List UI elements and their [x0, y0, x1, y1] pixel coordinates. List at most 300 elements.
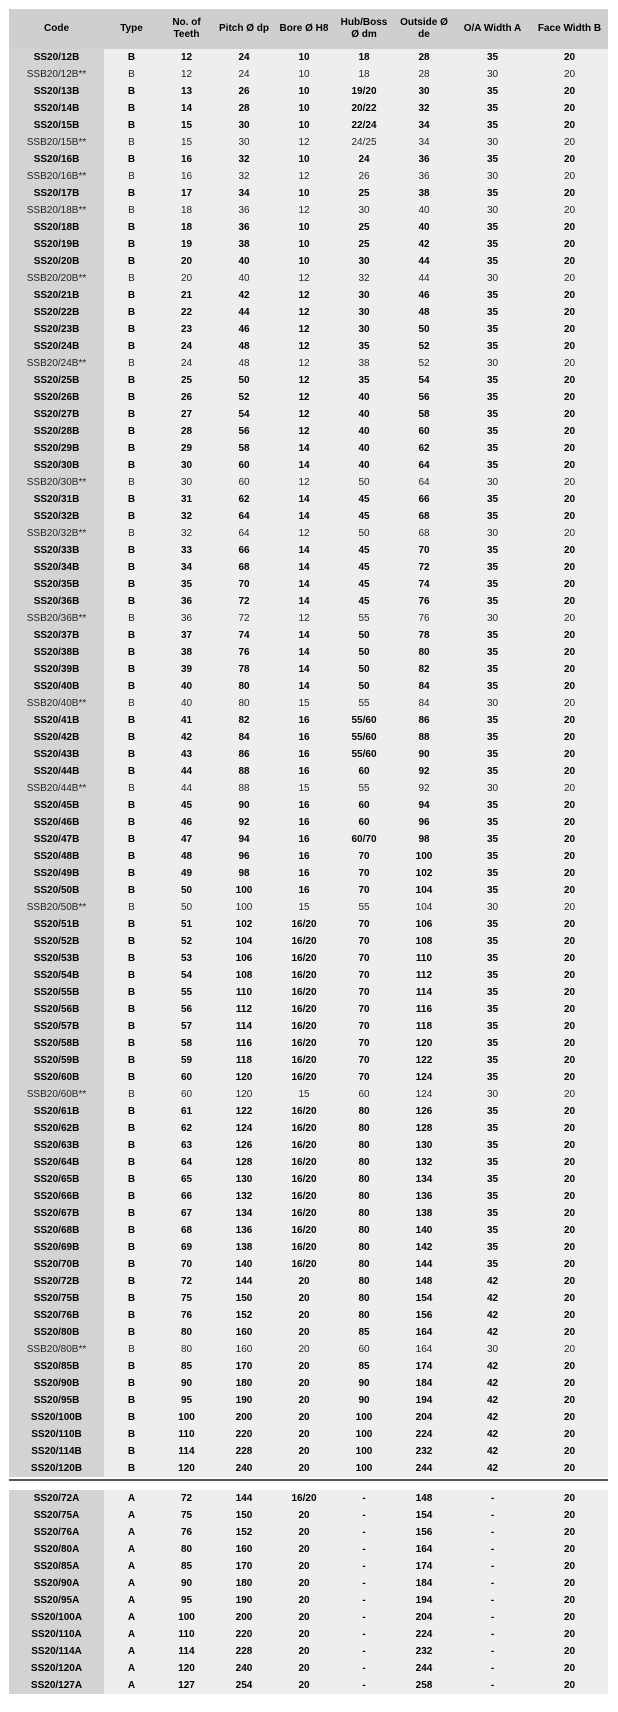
cell-teeth: 95	[159, 1592, 214, 1609]
cell-outside: 38	[394, 185, 454, 202]
table-row	[9, 984, 608, 1001]
table-row	[9, 1086, 608, 1103]
cell-type: B	[104, 491, 159, 508]
cell-outside: 224	[394, 1626, 454, 1643]
cell-pitch: 122	[214, 1103, 274, 1120]
cell-type: B	[104, 1222, 159, 1239]
cell-bore: 12	[274, 423, 334, 440]
cell-hub: 80	[334, 1290, 394, 1307]
cell-pitch: 112	[214, 1001, 274, 1018]
table-row	[9, 1592, 608, 1609]
cell-outside: 76	[394, 610, 454, 627]
cell-code: SS20/58B	[9, 1035, 104, 1052]
cell-type: B	[104, 457, 159, 474]
cell-teeth: 75	[159, 1507, 214, 1524]
cell-outside: 104	[394, 899, 454, 916]
cell-type: B	[104, 610, 159, 627]
cell-pitch: 66	[214, 542, 274, 559]
cell-outside: 66	[394, 491, 454, 508]
cell-face: 20	[531, 151, 608, 168]
cell-outside: 102	[394, 865, 454, 882]
cell-oa: -	[454, 1677, 531, 1694]
cell-oa: 35	[454, 304, 531, 321]
cell-teeth: 76	[159, 1307, 214, 1324]
cell-bore: 16/20	[274, 1052, 334, 1069]
cell-bore: 16/20	[274, 1205, 334, 1222]
cell-outside: 122	[394, 1052, 454, 1069]
cell-teeth: 22	[159, 304, 214, 321]
cell-outside: 224	[394, 1426, 454, 1443]
cell-face: 20	[531, 1443, 608, 1460]
cell-teeth: 65	[159, 1171, 214, 1188]
cell-hub: 40	[334, 457, 394, 474]
cell-hub: 55/60	[334, 729, 394, 746]
cell-oa: 35	[454, 287, 531, 304]
cell-outside: 30	[394, 83, 454, 100]
cell-face: 20	[531, 117, 608, 134]
cell-face: 20	[531, 1205, 608, 1222]
cell-code: SS20/37B	[9, 627, 104, 644]
cell-oa: 35	[454, 1018, 531, 1035]
cell-hub: 80	[334, 1273, 394, 1290]
cell-outside: 204	[394, 1609, 454, 1626]
table-row	[9, 1524, 608, 1541]
cell-hub: 50	[334, 627, 394, 644]
cell-pitch: 228	[214, 1443, 274, 1460]
cell-pitch: 120	[214, 1069, 274, 1086]
cell-code: SS20/114A	[9, 1643, 104, 1660]
cell-hub: 45	[334, 576, 394, 593]
cell-pitch: 132	[214, 1188, 274, 1205]
cell-face: 20	[531, 1575, 608, 1592]
cell-outside: 56	[394, 389, 454, 406]
cell-teeth: 85	[159, 1358, 214, 1375]
table-row	[9, 1490, 608, 1507]
cell-oa: 35	[454, 117, 531, 134]
table-row	[9, 287, 608, 304]
cell-type: B	[104, 1052, 159, 1069]
table-row	[9, 270, 608, 287]
cell-type: B	[104, 559, 159, 576]
cell-code: SS20/120B	[9, 1460, 104, 1477]
cell-code: SS20/62B	[9, 1120, 104, 1137]
cell-face: 20	[531, 406, 608, 423]
cell-type: B	[104, 933, 159, 950]
cell-face: 20	[531, 1541, 608, 1558]
cell-face: 20	[531, 491, 608, 508]
cell-hub: 80	[334, 1307, 394, 1324]
cell-code: SS20/72B	[9, 1273, 104, 1290]
cell-teeth: 46	[159, 814, 214, 831]
table-row	[9, 780, 608, 797]
cell-type: A	[104, 1490, 159, 1507]
cell-type: B	[104, 848, 159, 865]
cell-outside: 76	[394, 593, 454, 610]
cell-oa: 35	[454, 797, 531, 814]
cell-bore: 12	[274, 406, 334, 423]
cell-code: SS20/59B	[9, 1052, 104, 1069]
cell-hub: 70	[334, 950, 394, 967]
cell-type: B	[104, 219, 159, 236]
cell-outside: 60	[394, 423, 454, 440]
cell-pitch: 128	[214, 1154, 274, 1171]
cell-code: SS20/57B	[9, 1018, 104, 1035]
cell-bore: 16/20	[274, 916, 334, 933]
cell-face: 20	[531, 763, 608, 780]
cell-oa: 30	[454, 474, 531, 491]
cell-outside: 46	[394, 287, 454, 304]
cell-teeth: 16	[159, 151, 214, 168]
cell-outside: 86	[394, 712, 454, 729]
cell-bore: 14	[274, 576, 334, 593]
cell-face: 20	[531, 372, 608, 389]
cell-outside: 124	[394, 1069, 454, 1086]
cell-face: 20	[531, 1290, 608, 1307]
cell-hub: 60	[334, 763, 394, 780]
cell-oa: 30	[454, 1086, 531, 1103]
cell-pitch: 48	[214, 355, 274, 372]
cell-code: SS20/54B	[9, 967, 104, 984]
table-row	[9, 1052, 608, 1069]
cell-oa: 42	[454, 1460, 531, 1477]
cell-hub: -	[334, 1575, 394, 1592]
cell-hub: 70	[334, 1069, 394, 1086]
cell-type: B	[104, 1324, 159, 1341]
table-row	[9, 1018, 608, 1035]
cell-oa: 30	[454, 525, 531, 542]
cell-hub: 80	[334, 1205, 394, 1222]
cell-outside: 94	[394, 797, 454, 814]
table-row	[9, 1375, 608, 1392]
cell-face: 20	[531, 746, 608, 763]
cell-bore: 20	[274, 1575, 334, 1592]
cell-oa: -	[454, 1490, 531, 1507]
cell-hub: 60	[334, 797, 394, 814]
cell-pitch: 88	[214, 780, 274, 797]
cell-hub: 25	[334, 236, 394, 253]
cell-teeth: 47	[159, 831, 214, 848]
cell-bore: 10	[274, 219, 334, 236]
table-row	[9, 542, 608, 559]
cell-oa: 35	[454, 746, 531, 763]
cell-type: B	[104, 1307, 159, 1324]
cell-teeth: 20	[159, 253, 214, 270]
cell-face: 20	[531, 1171, 608, 1188]
cell-teeth: 80	[159, 1341, 214, 1358]
table-row	[9, 338, 608, 355]
cell-pitch: 180	[214, 1575, 274, 1592]
cell-face: 20	[531, 1609, 608, 1626]
cell-hub: 32	[334, 270, 394, 287]
cell-hub: 70	[334, 865, 394, 882]
cell-face: 20	[531, 695, 608, 712]
cell-outside: 112	[394, 967, 454, 984]
cell-outside: 44	[394, 270, 454, 287]
cell-hub: 30	[334, 287, 394, 304]
cell-code: SS20/65B	[9, 1171, 104, 1188]
table-row	[9, 1069, 608, 1086]
cell-bore: 14	[274, 491, 334, 508]
cell-face: 20	[531, 1188, 608, 1205]
cell-hub: 55	[334, 695, 394, 712]
cell-type: A	[104, 1592, 159, 1609]
cell-face: 20	[531, 1052, 608, 1069]
cell-face: 20	[531, 678, 608, 695]
cell-oa: 42	[454, 1290, 531, 1307]
table-row	[9, 151, 608, 168]
cell-outside: 138	[394, 1205, 454, 1222]
cell-code: SS20/80A	[9, 1541, 104, 1558]
cell-code: SS20/25B	[9, 372, 104, 389]
cell-face: 20	[531, 1137, 608, 1154]
cell-pitch: 76	[214, 644, 274, 661]
cell-pitch: 30	[214, 134, 274, 151]
cell-oa: 35	[454, 678, 531, 695]
cell-oa: 35	[454, 814, 531, 831]
cell-hub: -	[334, 1626, 394, 1643]
cell-bore: 16/20	[274, 1171, 334, 1188]
cell-pitch: 36	[214, 219, 274, 236]
cell-code: SSB20/24B**	[9, 355, 104, 372]
cell-teeth: 59	[159, 1052, 214, 1069]
cell-teeth: 90	[159, 1575, 214, 1592]
cell-teeth: 80	[159, 1541, 214, 1558]
cell-code: SS20/67B	[9, 1205, 104, 1222]
table-row	[9, 491, 608, 508]
table-row	[9, 1609, 608, 1626]
cell-outside: 258	[394, 1677, 454, 1694]
cell-code: SS20/40B	[9, 678, 104, 695]
cell-hub: -	[334, 1660, 394, 1677]
table-row	[9, 1643, 608, 1660]
cell-pitch: 96	[214, 848, 274, 865]
cell-bore: 12	[274, 304, 334, 321]
cell-code: SS20/95A	[9, 1592, 104, 1609]
cell-bore: 12	[274, 321, 334, 338]
cell-code: SS20/42B	[9, 729, 104, 746]
table-row	[9, 474, 608, 491]
cell-outside: 108	[394, 933, 454, 950]
cell-hub: 25	[334, 185, 394, 202]
cell-oa: 30	[454, 168, 531, 185]
cell-oa: 35	[454, 185, 531, 202]
cell-oa: 35	[454, 440, 531, 457]
cell-bore: 12	[274, 474, 334, 491]
cell-bore: 20	[274, 1558, 334, 1575]
cell-code: SS20/46B	[9, 814, 104, 831]
cell-outside: 164	[394, 1541, 454, 1558]
cell-outside: 126	[394, 1103, 454, 1120]
cell-teeth: 55	[159, 984, 214, 1001]
cell-bore: 15	[274, 780, 334, 797]
cell-code: SS20/85B	[9, 1358, 104, 1375]
cell-face: 20	[531, 712, 608, 729]
cell-teeth: 54	[159, 967, 214, 984]
cell-hub: 70	[334, 984, 394, 1001]
cell-code: SS20/114B	[9, 1443, 104, 1460]
table-row	[9, 627, 608, 644]
cell-outside: 142	[394, 1239, 454, 1256]
cell-bore: 14	[274, 593, 334, 610]
cell-bore: 15	[274, 695, 334, 712]
cell-type: B	[104, 49, 159, 66]
cell-bore: 12	[274, 270, 334, 287]
cell-bore: 20	[274, 1541, 334, 1558]
cell-outside: 144	[394, 1256, 454, 1273]
table-row	[9, 100, 608, 117]
cell-bore: 14	[274, 559, 334, 576]
cell-type: B	[104, 763, 159, 780]
cell-pitch: 58	[214, 440, 274, 457]
cell-type: B	[104, 151, 159, 168]
cell-bore: 10	[274, 66, 334, 83]
cell-face: 20	[531, 253, 608, 270]
table-row	[9, 1443, 608, 1460]
cell-code: SSB20/50B**	[9, 899, 104, 916]
cell-oa: 35	[454, 1222, 531, 1239]
cell-bore: 16	[274, 814, 334, 831]
cell-code: SS20/53B	[9, 950, 104, 967]
cell-outside: 64	[394, 474, 454, 491]
cell-pitch: 136	[214, 1222, 274, 1239]
cell-oa: -	[454, 1660, 531, 1677]
cell-bore: 20	[274, 1592, 334, 1609]
cell-hub: 80	[334, 1222, 394, 1239]
cell-bore: 20	[274, 1375, 334, 1392]
cell-bore: 10	[274, 100, 334, 117]
cell-type: B	[104, 474, 159, 491]
table-row	[9, 678, 608, 695]
cell-code: SS20/20B	[9, 253, 104, 270]
cell-oa: 35	[454, 916, 531, 933]
cell-bore: 20	[274, 1392, 334, 1409]
cell-outside: 82	[394, 661, 454, 678]
cell-oa: 35	[454, 933, 531, 950]
cell-hub: 40	[334, 406, 394, 423]
cell-pitch: 152	[214, 1524, 274, 1541]
cell-code: SS20/80B	[9, 1324, 104, 1341]
cell-type: B	[104, 1256, 159, 1273]
cell-outside: 72	[394, 559, 454, 576]
cell-face: 20	[531, 321, 608, 338]
table-row	[9, 49, 608, 66]
cell-pitch: 134	[214, 1205, 274, 1222]
cell-type: B	[104, 950, 159, 967]
cell-outside: 44	[394, 253, 454, 270]
cell-type: B	[104, 117, 159, 134]
cell-outside: 114	[394, 984, 454, 1001]
cell-code: SS20/72A	[9, 1490, 104, 1507]
cell-teeth: 58	[159, 1035, 214, 1052]
cell-bore: 16	[274, 729, 334, 746]
cell-pitch: 68	[214, 559, 274, 576]
cell-bore: 20	[274, 1524, 334, 1541]
cell-pitch: 52	[214, 389, 274, 406]
cell-teeth: 100	[159, 1609, 214, 1626]
cell-pitch: 98	[214, 865, 274, 882]
cell-oa: 35	[454, 542, 531, 559]
cell-type: B	[104, 1171, 159, 1188]
cell-oa: 35	[454, 151, 531, 168]
table-row	[9, 1001, 608, 1018]
cell-bore: 16/20	[274, 1256, 334, 1273]
table-row	[9, 117, 608, 134]
cell-hub: 80	[334, 1137, 394, 1154]
cell-oa: 35	[454, 457, 531, 474]
cell-teeth: 14	[159, 100, 214, 117]
cell-pitch: 24	[214, 49, 274, 66]
cell-bore: 12	[274, 287, 334, 304]
cell-teeth: 60	[159, 1086, 214, 1103]
cell-teeth: 70	[159, 1256, 214, 1273]
cell-pitch: 40	[214, 253, 274, 270]
table-row	[9, 236, 608, 253]
cell-oa: 35	[454, 49, 531, 66]
cell-face: 20	[531, 865, 608, 882]
cell-pitch: 114	[214, 1018, 274, 1035]
cell-face: 20	[531, 508, 608, 525]
cell-teeth: 110	[159, 1426, 214, 1443]
table-row	[9, 559, 608, 576]
cell-type: A	[104, 1677, 159, 1694]
cell-bore: 16/20	[274, 1154, 334, 1171]
header-teeth: No. of Teeth	[159, 9, 214, 49]
cell-hub: -	[334, 1541, 394, 1558]
cell-outside: 154	[394, 1290, 454, 1307]
cell-oa: 35	[454, 1069, 531, 1086]
cell-face: 20	[531, 1256, 608, 1273]
cell-outside: 110	[394, 950, 454, 967]
cell-hub: 90	[334, 1375, 394, 1392]
cell-hub: 100	[334, 1409, 394, 1426]
table-row	[9, 1324, 608, 1341]
table-row	[9, 66, 608, 83]
cell-face: 20	[531, 287, 608, 304]
cell-type: B	[104, 1460, 159, 1477]
cell-face: 20	[531, 66, 608, 83]
cell-outside: 232	[394, 1443, 454, 1460]
cell-face: 20	[531, 729, 608, 746]
table-row	[9, 253, 608, 270]
cell-outside: 164	[394, 1341, 454, 1358]
cell-outside: 80	[394, 644, 454, 661]
cell-pitch: 84	[214, 729, 274, 746]
cell-bore: 16	[274, 763, 334, 780]
cell-hub: 45	[334, 491, 394, 508]
cell-code: SS20/47B	[9, 831, 104, 848]
cell-bore: 16/20	[274, 1001, 334, 1018]
cell-outside: 118	[394, 1018, 454, 1035]
cell-oa: 30	[454, 66, 531, 83]
cell-type: B	[104, 916, 159, 933]
cell-hub: 55/60	[334, 746, 394, 763]
cell-type: B	[104, 134, 159, 151]
cell-type: B	[104, 253, 159, 270]
cell-code: SS20/44B	[9, 763, 104, 780]
table-row	[9, 848, 608, 865]
table-row	[9, 525, 608, 542]
cell-pitch: 24	[214, 66, 274, 83]
cell-type: B	[104, 1443, 159, 1460]
cell-face: 20	[531, 1120, 608, 1137]
cell-pitch: 126	[214, 1137, 274, 1154]
table-row	[9, 389, 608, 406]
table-body-type-a	[9, 1490, 608, 1694]
cell-hub: 60	[334, 814, 394, 831]
cell-hub: 80	[334, 1120, 394, 1137]
cell-code: SS20/34B	[9, 559, 104, 576]
cell-face: 20	[531, 814, 608, 831]
